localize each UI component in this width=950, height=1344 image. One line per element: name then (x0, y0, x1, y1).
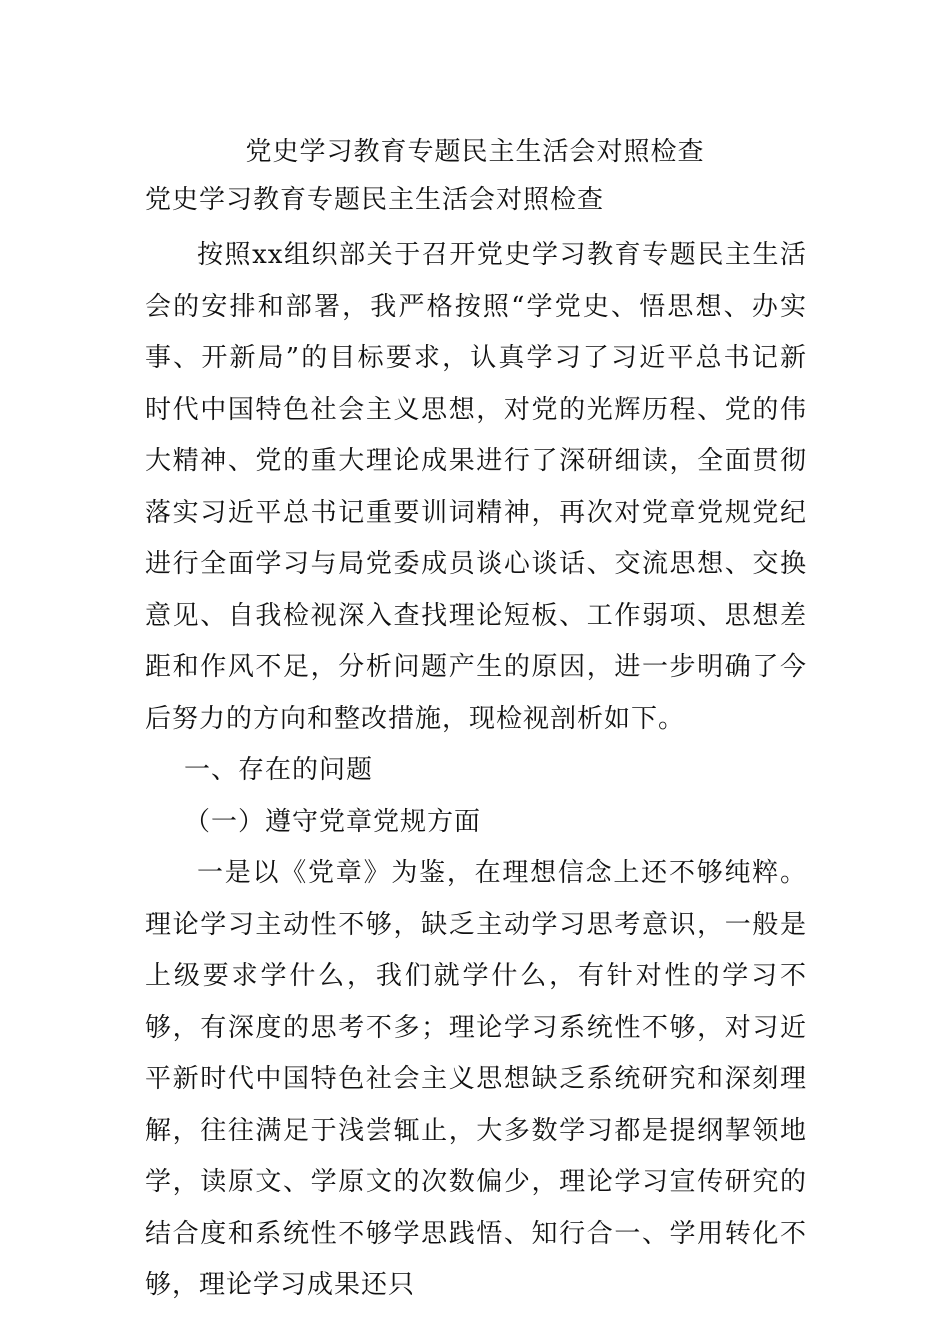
document-title: 党史学习教育专题民主生活会对照检查 (245, 137, 705, 167)
intro-paragraph: 按照xx组织部关于召开党史学习教育专题民主生活会的安排和部署，我严格按照“学党史、悟思想、办实事、开新局”的目标要求，认真学习了习近平总书记新时代中国特色社会主义思想，对党的光辉历程、党的伟大精神、党的重大理论成果进行了深研细读，全面贯彻落实习近平总书记重要训词精神，再次对党章党规党纪进行全面学习与局党委成员谈心谈话、交流思想、交换意见、自我检视深入查找理论短板、工作弱项、思想差距和作风不足，分析问题产生的原因，进一步明确了今后努力的方向和整改措施，现检视剖析如下。 (145, 240, 807, 734)
document-subtitle: 党史学习教育专题民主生活会对照检查 (145, 185, 605, 215)
point-one-paragraph: 一是以《党章》为鉴，在理想信念上还不够纯粹。理论学习主动性不够，缺乏主动学习思考意识，一般是上级要求学什么，我们就学什么，有针对性的学习不够，有深度的思考不多；理论学习系统性不够，对习近平新时代中国特色社会主义思想缺乏系统研究和深刻理解，往往满足于浅尝辄止，大多数学习都是提纲挈领地学，读原文、学原文的次数偏少，理论学习宣传研究的结合度和系统性不够学思践悟、知行合一、学用转化不够，理论学习成果还只 (145, 858, 807, 1300)
section-heading-problems: 一、存在的问题 (184, 755, 374, 785)
subsection-heading-party-rules: （一）遵守党章党规方面 (184, 806, 482, 837)
document-body (145, 230, 807, 1312)
